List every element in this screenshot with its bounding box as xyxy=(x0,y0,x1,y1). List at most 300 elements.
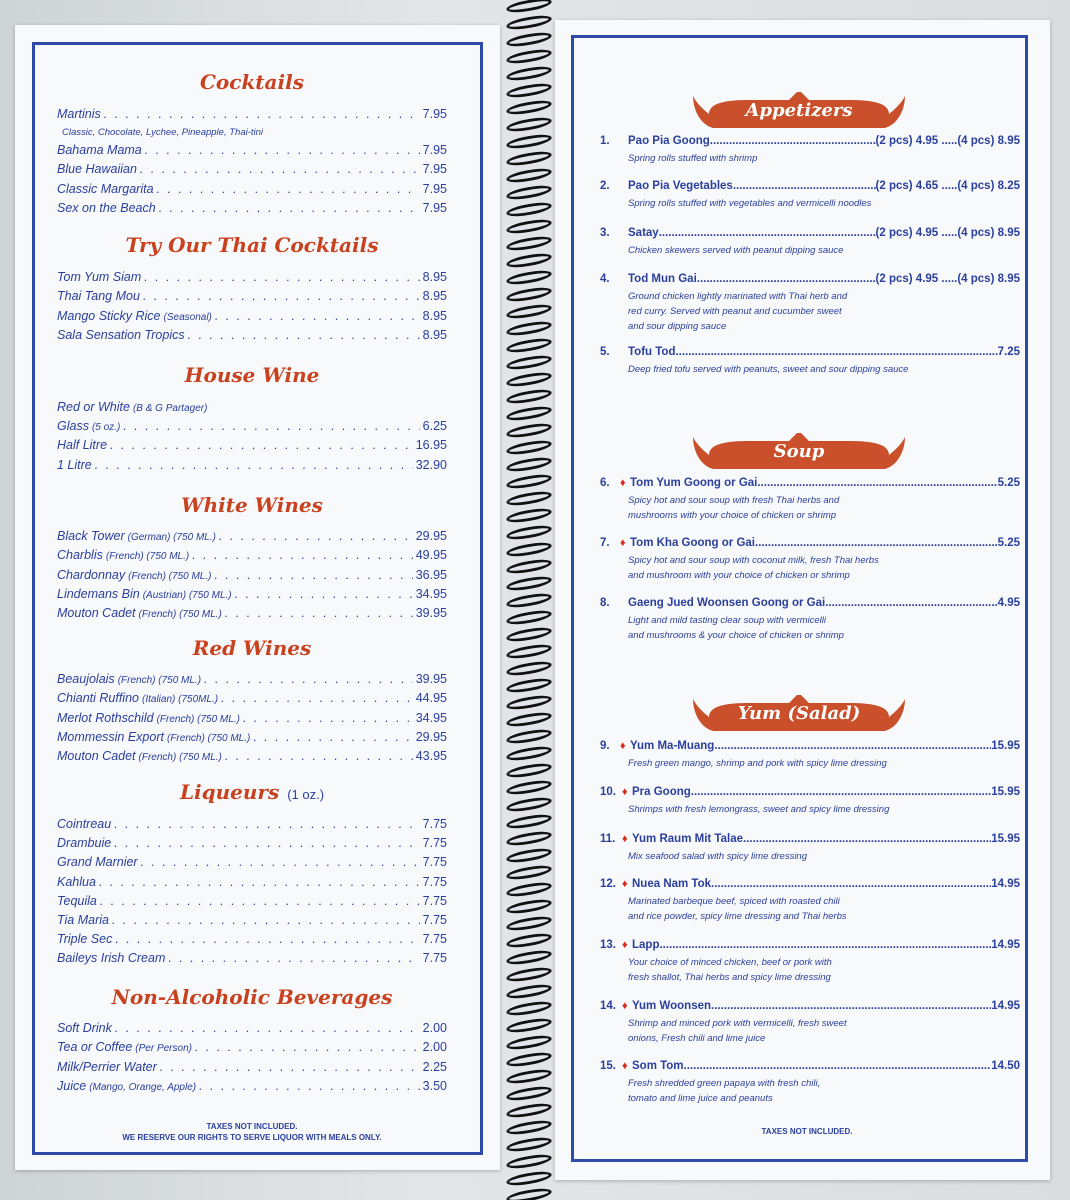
spiral-coil xyxy=(505,1169,552,1188)
item-name-text: Thai Tang Mou xyxy=(57,289,140,304)
item-price: 7.25 xyxy=(997,346,1020,358)
leader-dots xyxy=(215,309,420,323)
item-description: Spicy hot and sour soup with fresh Thai herbs and xyxy=(628,495,840,506)
item-price: 15.95 xyxy=(991,786,1020,798)
item-price: 2.25 xyxy=(422,1059,447,1074)
menu-item-line xyxy=(600,346,1020,362)
menu-row xyxy=(57,691,447,709)
item-number: 4. xyxy=(600,273,610,285)
menu-row xyxy=(57,568,447,586)
item-name: Yum Ma-Muang xyxy=(630,740,715,752)
item-description: tomato and lime juice and peanuts xyxy=(628,1093,773,1104)
leader-dots xyxy=(192,548,413,562)
spiral-coil xyxy=(505,472,552,491)
item-name: Gaeng Jued Woonsen Goong or Gai xyxy=(628,597,826,609)
leader-dots xyxy=(225,606,413,620)
item-name-text: Glass xyxy=(57,419,89,433)
spiral-coil xyxy=(505,404,552,423)
food-column xyxy=(572,20,1042,1180)
leader-dots xyxy=(221,691,413,705)
item-price: 7.75 xyxy=(422,817,447,831)
leader-dots xyxy=(214,568,412,582)
item-name-text: Mouton Cadet xyxy=(57,749,136,764)
menu-item-line xyxy=(600,878,1020,894)
item-qualifier: (French) (750 ML.) xyxy=(117,675,202,686)
leader-dots xyxy=(659,939,991,951)
item-name-text: Charblis xyxy=(57,548,103,563)
menu-row xyxy=(57,107,447,125)
item-name: Pao Pia Goong xyxy=(628,135,710,147)
item-description: Fresh shredded green papaya with fresh chili, xyxy=(628,1078,821,1089)
item-description: Deep fried tofu served with peanuts, sweet and sour dipping sauce xyxy=(628,364,909,375)
item-price: 32.90 xyxy=(415,457,447,472)
spiral-coil xyxy=(505,319,552,338)
menu-row xyxy=(57,270,447,288)
menu-row xyxy=(57,1040,447,1058)
item-name xyxy=(57,107,101,121)
item-price: (2 pcs) 4.65 .....(4 pcs) 8.25 xyxy=(875,180,1020,192)
section-title-note: (1 oz.) xyxy=(287,787,325,802)
item-description: Chicken skewers served with peanut dipping sauce xyxy=(628,245,844,256)
item-name-text: Mouton Cadet xyxy=(57,606,136,621)
item-name xyxy=(57,587,232,601)
spiral-coil xyxy=(505,693,552,712)
menu-row xyxy=(57,182,447,200)
leader-dots xyxy=(157,182,420,196)
item-price: 39.95 xyxy=(415,606,447,621)
leader-dots xyxy=(235,587,413,601)
leader-dots xyxy=(115,932,419,946)
item-name-text: Grand Marnier xyxy=(57,855,138,870)
item-qualifier: (B & G Partager) xyxy=(132,403,208,414)
menu-row xyxy=(57,548,447,566)
item-price: 2.00 xyxy=(422,1021,447,1035)
spiral-coil xyxy=(505,608,552,627)
item-name-text: Lindemans Bin xyxy=(57,586,140,601)
leader-dots xyxy=(143,289,420,303)
item-price: 5.25 xyxy=(997,477,1020,489)
section-title-text: Non-Alcoholic Beverages xyxy=(111,985,393,1009)
spiral-coil xyxy=(505,115,552,134)
menu-item xyxy=(600,878,1020,924)
menu-item-line xyxy=(600,135,1020,151)
item-name xyxy=(57,419,120,433)
item-number: 13. xyxy=(600,939,616,951)
spiral-coil xyxy=(505,676,552,695)
spiral-coil xyxy=(505,13,552,32)
spiral-coil xyxy=(505,846,552,865)
item-name xyxy=(57,143,142,157)
menu-row xyxy=(57,1021,447,1039)
spiral-coil xyxy=(505,336,552,355)
item-name-text: Beaujolais xyxy=(57,672,115,686)
section-title xyxy=(57,636,447,660)
chili-pepper-icon: ♦ xyxy=(622,833,628,845)
item-name-text: Tia Maria xyxy=(57,913,109,927)
item-description: Fresh green mango, shrimp and pork with spicy lime dressing xyxy=(628,758,887,769)
spiral-coil xyxy=(505,455,552,474)
section-title-text: House Wine xyxy=(184,363,320,387)
item-name-text: Tom Yum Siam xyxy=(57,270,142,284)
menu-item-line xyxy=(600,180,1020,196)
menu-row xyxy=(57,672,447,690)
item-name: Tofu Tod xyxy=(628,346,676,358)
leader-dots xyxy=(199,1079,420,1093)
section-title-text: Liqueurs xyxy=(179,780,280,804)
spiral-coil xyxy=(505,1186,552,1200)
spiral-coil xyxy=(505,1152,552,1171)
item-name xyxy=(57,1040,192,1054)
section-banner xyxy=(689,695,909,735)
item-description: Shrimps with fresh lemongrass, sweet and spicy lime dressing xyxy=(628,804,890,815)
leader-dots xyxy=(714,740,991,752)
leader-dots xyxy=(710,135,876,147)
item-name-text: Cointreau xyxy=(57,817,112,831)
item-name: Satay xyxy=(628,227,659,239)
item-name xyxy=(57,548,189,562)
item-price: 7.75 xyxy=(422,836,447,851)
item-name xyxy=(57,182,154,196)
menu-row xyxy=(57,875,447,893)
menu-row xyxy=(57,836,447,854)
leader-dots xyxy=(114,817,419,831)
menu-row xyxy=(57,749,447,767)
menu-row xyxy=(57,201,447,219)
menu-item xyxy=(600,1060,1020,1106)
item-name xyxy=(57,672,201,686)
item-price: 43.95 xyxy=(415,749,447,764)
menu-row xyxy=(57,419,447,437)
menu-row xyxy=(57,951,447,969)
leader-dots xyxy=(743,833,991,845)
item-name-text: 1 Litre xyxy=(57,457,92,472)
item-number: 11. xyxy=(600,833,616,845)
leader-dots xyxy=(145,143,420,157)
spiral-coil xyxy=(505,438,552,457)
item-price: 7.75 xyxy=(422,893,447,908)
menu-item-line xyxy=(600,477,1020,493)
item-description: Marinated barbeque beef, spiced with roasted chili xyxy=(628,896,840,907)
footnote: TAXES NOT INCLUDED. xyxy=(761,1127,853,1136)
spiral-coil xyxy=(505,744,552,763)
item-price: 7.95 xyxy=(422,107,447,121)
item-name xyxy=(57,894,97,908)
item-subtitle: Classic, Chocolate, Lychee, Pineapple, Thai-tini xyxy=(62,127,264,138)
menu-item xyxy=(600,180,1020,211)
item-name xyxy=(57,328,185,342)
menu-item-line xyxy=(600,740,1020,756)
item-price: 7.95 xyxy=(422,200,447,215)
item-name xyxy=(57,438,107,452)
menu-item xyxy=(600,477,1020,523)
item-price: 39.95 xyxy=(415,672,447,686)
item-name-text: Chianti Ruffino xyxy=(57,691,139,706)
menu-item xyxy=(600,346,1020,377)
section-title xyxy=(57,70,447,94)
spiral-coil xyxy=(505,982,552,1001)
leader-dots xyxy=(697,273,876,285)
menu-item-line xyxy=(600,537,1020,553)
section-title-text: White Wines xyxy=(181,493,323,517)
item-name-text: Tequila xyxy=(57,893,97,908)
spiral-coil xyxy=(505,302,552,321)
chili-pepper-icon: ♦ xyxy=(620,477,626,489)
spiral-coil xyxy=(505,778,552,797)
item-description: and mushrooms & your choice of chicken or shrimp xyxy=(628,630,844,641)
leader-dots xyxy=(733,180,876,192)
item-description: Spicy hot and sour soup with coconut milk, fresh Thai herbs xyxy=(628,555,879,566)
drinks-menu-page xyxy=(15,25,500,1170)
item-name-text: Mango Sticky Rice xyxy=(57,308,161,323)
item-number: 14. xyxy=(600,1000,616,1012)
item-price: 7.75 xyxy=(422,874,447,889)
item-price: 7.75 xyxy=(422,913,447,927)
item-name: Nuea Nam Tok xyxy=(632,878,712,890)
item-name xyxy=(57,913,109,927)
menu-item-line xyxy=(600,1000,1020,1016)
spiral-coil xyxy=(505,523,552,542)
item-name xyxy=(57,932,112,946)
spiral-coil xyxy=(505,557,552,576)
menu-item xyxy=(600,227,1020,258)
leader-dots xyxy=(123,419,419,433)
menu-item xyxy=(600,135,1020,166)
menu-item xyxy=(600,833,1020,864)
menu-row xyxy=(57,458,447,476)
item-name xyxy=(57,568,211,582)
spiral-coil xyxy=(505,829,552,848)
chili-pepper-icon: ♦ xyxy=(622,1000,628,1012)
leader-dots xyxy=(243,711,413,725)
item-price: 14.95 xyxy=(991,878,1020,890)
section-title-text: Red Wines xyxy=(192,636,312,660)
menu-item-line xyxy=(600,597,1020,613)
leader-dots xyxy=(204,672,413,686)
item-name-text: Merlot Rothschild xyxy=(57,710,154,725)
item-name xyxy=(57,201,156,215)
menu-row xyxy=(57,162,447,180)
spiral-coil xyxy=(505,540,552,559)
spiral-coil xyxy=(505,387,552,406)
item-name xyxy=(57,400,207,414)
spiral-coil xyxy=(505,64,552,83)
item-description: fresh shallot, Thai herbs and spicy lime dressing xyxy=(628,972,831,983)
menu-row xyxy=(57,894,447,912)
spiral-coil xyxy=(505,1067,552,1086)
item-name xyxy=(57,1021,112,1035)
item-price: 29.95 xyxy=(415,729,447,744)
menu-row xyxy=(57,289,447,307)
spiral-coil xyxy=(505,353,552,372)
item-number: 1. xyxy=(600,135,610,147)
menu-row xyxy=(57,438,447,456)
item-price: 14.50 xyxy=(991,1060,1020,1072)
spiral-coil xyxy=(505,285,552,304)
leader-dots xyxy=(144,270,419,284)
item-name xyxy=(57,1079,196,1093)
menu-item-line xyxy=(600,786,1020,802)
item-price: 15.95 xyxy=(991,833,1020,845)
item-name xyxy=(57,836,111,850)
item-price: (2 pcs) 4.95 .....(4 pcs) 8.95 xyxy=(875,273,1020,285)
item-qualifier: (French) (750 ML.) xyxy=(138,752,222,764)
spiral-coil xyxy=(505,489,552,508)
spiral-coil xyxy=(505,1084,552,1103)
leader-dots xyxy=(253,730,412,744)
item-name-text: Baileys Irish Cream xyxy=(57,951,166,966)
section-title xyxy=(57,233,447,257)
item-qualifier: (Seasonal) xyxy=(163,311,212,323)
leader-dots xyxy=(691,786,991,798)
item-name: Tom Yum Goong or Gai xyxy=(630,477,758,489)
item-name-text: Mommessin Export xyxy=(57,729,164,744)
item-name-text: Tea or Coffee xyxy=(57,1040,133,1055)
menu-item xyxy=(600,939,1020,985)
item-name-text: Classic Margarita xyxy=(57,181,154,196)
item-number: 12. xyxy=(600,878,616,890)
item-name xyxy=(57,855,138,869)
item-description: and sour dipping sauce xyxy=(628,321,727,332)
drinks-column xyxy=(57,25,447,1170)
item-qualifier: (Per Person) xyxy=(135,1043,192,1055)
leader-dots xyxy=(711,1000,991,1012)
leader-dots xyxy=(225,749,413,763)
item-name xyxy=(57,691,218,705)
leader-dots xyxy=(110,438,413,452)
spiral-coil xyxy=(505,81,552,100)
item-number: 6. xyxy=(600,477,610,489)
leader-dots xyxy=(168,951,419,965)
item-name xyxy=(57,270,141,284)
banner-title: Yum (Salad) xyxy=(737,703,861,724)
item-number: 2. xyxy=(600,180,610,192)
leader-dots xyxy=(711,878,991,890)
item-number: 5. xyxy=(600,346,610,358)
spiral-binding xyxy=(500,0,555,1200)
menu-row xyxy=(57,730,447,748)
spiral-coil xyxy=(505,948,552,967)
item-description: red curry. Served with peanut and cucumber sweet xyxy=(628,306,842,317)
leader-dots xyxy=(825,597,997,609)
item-price: 14.95 xyxy=(991,1000,1020,1012)
item-price: 29.95 xyxy=(415,529,447,543)
menu-item xyxy=(600,597,1020,643)
menu-row xyxy=(57,328,447,346)
spiral-coil xyxy=(505,183,552,202)
item-price: 3.50 xyxy=(422,1078,447,1093)
item-number: 7. xyxy=(600,537,610,549)
menu-item-line xyxy=(600,227,1020,243)
spiral-coil xyxy=(505,914,552,933)
item-number: 10. xyxy=(600,786,616,798)
spiral-coil xyxy=(505,1033,552,1052)
item-qualifier: (Mango, Orange, Apple) xyxy=(89,1081,197,1093)
item-name xyxy=(57,529,216,543)
item-price: 8.95 xyxy=(422,270,447,284)
item-name xyxy=(57,711,240,725)
leader-dots xyxy=(141,855,420,869)
leader-dots xyxy=(114,836,419,850)
spiral-coil xyxy=(505,897,552,916)
item-name-text: Red or White xyxy=(57,400,130,414)
item-price: 44.95 xyxy=(415,691,447,706)
menu-row xyxy=(57,309,447,327)
spiral-coil xyxy=(505,421,552,440)
spiral-coil xyxy=(505,1016,552,1035)
section-title xyxy=(57,493,447,517)
item-name-text: Drambuie xyxy=(57,836,112,851)
leader-dots xyxy=(659,227,876,239)
section-banner xyxy=(689,92,909,132)
item-description: Mix seafood salad with spicy lime dressing xyxy=(628,851,807,862)
item-name-text: Soft Drink xyxy=(57,1021,112,1035)
item-price: 7.75 xyxy=(422,932,447,947)
food-menu-page xyxy=(555,20,1050,1180)
item-name xyxy=(57,951,165,965)
item-price: 7.75 xyxy=(422,855,447,870)
menu-item xyxy=(600,786,1020,817)
item-description: mushrooms with your choice of chicken or shrimp xyxy=(628,510,837,521)
item-name xyxy=(57,817,111,831)
footnote: TAXES NOT INCLUDED. xyxy=(206,1122,298,1131)
menu-row-header xyxy=(57,400,447,418)
item-description: Spring rolls stuffed with shrimp xyxy=(628,153,758,164)
chili-pepper-icon: ♦ xyxy=(622,786,628,798)
item-price: 8.95 xyxy=(422,327,447,342)
spiral-coil xyxy=(505,965,552,984)
spiral-coil xyxy=(505,812,552,831)
banner-title: Appetizers xyxy=(745,100,853,121)
leader-dots xyxy=(160,1060,420,1074)
section-title xyxy=(57,985,447,1009)
item-number: 9. xyxy=(600,740,610,752)
spiral-coil xyxy=(505,149,552,168)
item-qualifier: (French) (750 ML.) xyxy=(138,609,222,621)
item-price: 34.95 xyxy=(415,710,447,725)
item-description: onions, Fresh chili and lime juice xyxy=(628,1033,766,1044)
section-banner xyxy=(689,433,909,473)
item-name xyxy=(57,309,212,323)
item-name-text: Milk/Perrier Water xyxy=(57,1059,157,1074)
spiral-coil xyxy=(505,47,552,66)
item-price: 15.95 xyxy=(991,740,1020,752)
spiral-coil xyxy=(505,268,552,287)
leader-dots xyxy=(115,1021,420,1035)
menu-row xyxy=(57,817,447,835)
item-name xyxy=(57,875,96,889)
item-name-text: Sex on the Beach xyxy=(57,200,156,215)
item-price: 8.95 xyxy=(422,308,447,323)
spiral-coil xyxy=(505,200,552,219)
spiral-coil xyxy=(505,642,552,661)
item-price: 16.95 xyxy=(415,438,447,453)
item-description: Ground chicken lightly marinated with Thai herb and xyxy=(628,291,848,302)
item-price: 49.95 xyxy=(415,548,447,563)
spiral-coil xyxy=(505,795,552,814)
item-name xyxy=(57,1060,157,1074)
menu-item-line xyxy=(600,273,1020,289)
item-price: 6.25 xyxy=(422,419,447,433)
item-name xyxy=(57,162,137,176)
section-title xyxy=(57,780,447,804)
spiral-coil xyxy=(505,30,552,49)
chili-pepper-icon: ♦ xyxy=(622,878,628,890)
item-name-text: Half Litre xyxy=(57,438,108,453)
chili-pepper-icon: ♦ xyxy=(620,740,626,752)
leader-dots xyxy=(684,1060,992,1072)
item-name: Pra Goong xyxy=(632,786,691,798)
menu-row xyxy=(57,1079,447,1097)
